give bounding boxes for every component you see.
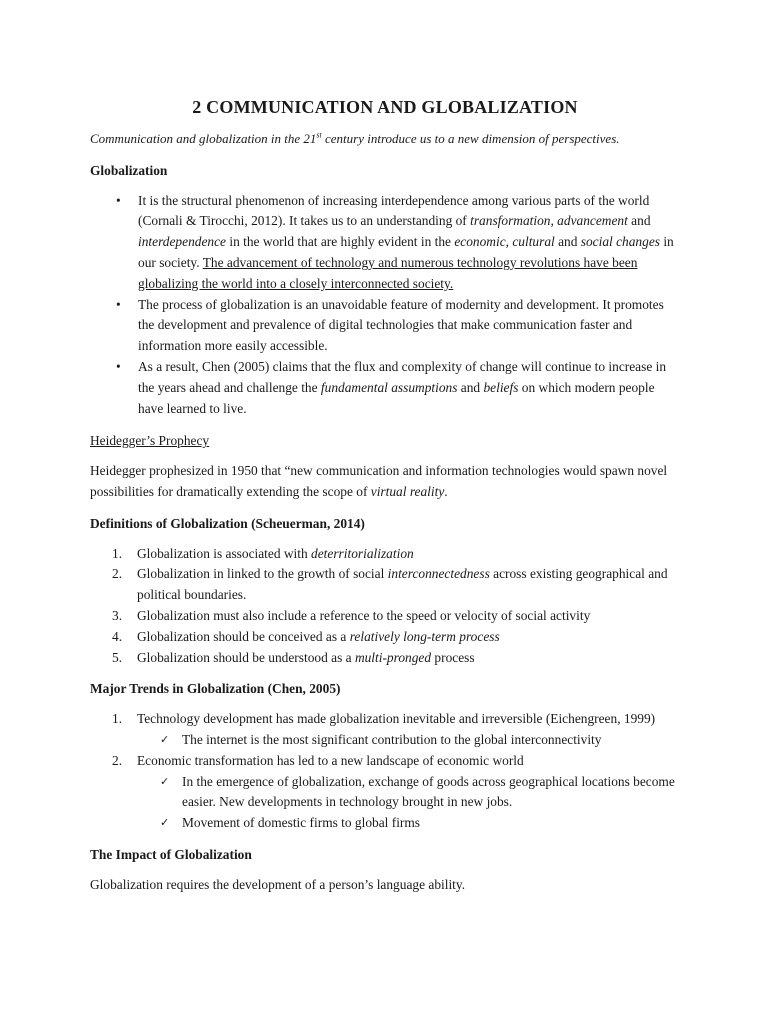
section-heading-definitions: Definitions of Globalization (Scheuerman, 2014)	[90, 515, 365, 531]
trend-item	[112, 709, 680, 751]
check-item	[160, 772, 680, 814]
impact-paragraph: Globalization requires the development of a person’s language ability.	[90, 876, 466, 892]
definition-item	[112, 606, 680, 627]
document-page	[90, 95, 680, 907]
emphasis: fundamental assumptions	[320, 379, 458, 395]
text: .	[444, 483, 448, 499]
emphasis: virtual reality	[370, 483, 445, 499]
text: process	[431, 649, 475, 665]
check-item	[160, 730, 680, 751]
text: and	[627, 213, 651, 229]
text: As a result, Chen (2005) claims that the flux and complexity of change will continue to increase in the years ahead and challenge the	[138, 358, 667, 395]
definition-item	[112, 564, 680, 606]
emphasis: beliefs	[483, 379, 519, 395]
text: and	[554, 234, 581, 250]
page-title: 2 COMMUNICATION AND GLOBALIZATION	[192, 97, 578, 117]
section-heading-trends: Major Trends in Globalization (Chen, 2005)	[90, 681, 341, 697]
bullet-icon: •	[116, 192, 121, 208]
text: across existing geographical and political boundaries.	[137, 566, 668, 603]
text: Globalization in linked to the growth of social	[137, 566, 388, 582]
trends-list	[90, 709, 680, 834]
emphasis: social changes	[580, 234, 660, 250]
emphasis: interconnectedness	[387, 566, 490, 582]
definitions-list	[90, 544, 680, 669]
subtitle-sup: st	[316, 130, 322, 140]
text: in our society.	[138, 234, 674, 270]
trend-sublist	[137, 772, 680, 834]
subtitle	[90, 129, 680, 150]
check-item	[160, 813, 680, 834]
emphasis: economic, cultural	[454, 234, 555, 250]
underlined-text: The advancement of technology and numerous technology revolutions have been globalizing the world into a closely interconnected society.	[138, 254, 638, 291]
bullet-icon: •	[116, 296, 121, 312]
list-number: 1.	[112, 545, 123, 561]
list-number: 2.	[112, 752, 123, 768]
text: Globalization is associated with	[137, 545, 312, 561]
text: on which modern people have learned to live.	[138, 379, 655, 416]
trend-item	[112, 751, 680, 834]
section-heading-impact: The Impact of Globalization	[90, 846, 252, 862]
bullet-item	[116, 191, 680, 295]
list-number: 3.	[112, 607, 123, 623]
text: In the emergence of globalization, exchange of goods across geographical locations become easier. New developments in technology brought in new jobs.	[182, 773, 675, 810]
list-number: 4.	[112, 628, 123, 644]
text: Globalization should be understood as a	[137, 649, 355, 665]
subtitle-text: Communication and globalization in the 21	[90, 131, 317, 146]
checkmark-icon: ✓	[160, 816, 170, 830]
checkmark-icon: ✓	[160, 732, 170, 746]
section-heading-globalization: Globalization	[90, 162, 168, 178]
emphasis: multi-pronged	[354, 649, 432, 665]
bullet-item	[116, 295, 680, 357]
text: in the world that are highly evident in the	[226, 234, 455, 250]
trend-sublist	[137, 730, 680, 751]
text: The process of globalization is an unavoidable feature of modernity and development. It promotes the development and prevalence of digital technologies that make communication faster and information more easily accessible.	[138, 296, 664, 354]
text: Heidegger prophesized in 1950 that “new communication and information technologies would spawn novel possibilities for dramatically extending the scope of	[90, 463, 668, 499]
globalization-bullets	[90, 191, 680, 420]
heidegger-paragraph	[90, 461, 680, 503]
bullet-icon: •	[116, 358, 121, 374]
definition-item	[112, 544, 680, 565]
text: and	[457, 379, 484, 395]
text: It is the structural phenomenon of increasing interdependence among various parts of the world (Cornali & Tirocchi, 2012). It takes us to an understanding of	[138, 192, 650, 229]
emphasis: transformation, advancement	[470, 213, 628, 229]
emphasis: relatively long-term process	[349, 628, 500, 644]
text: The internet is the most significant contribution to the global interconnectivity	[182, 731, 602, 747]
section-heading-heidegger: Heidegger’s Prophecy	[90, 433, 210, 449]
definition-item	[112, 627, 680, 648]
text: Globalization should be conceived as a	[137, 628, 350, 644]
emphasis: deterritorialization	[311, 545, 414, 561]
definition-item	[112, 648, 680, 669]
text: Technology development has made globalization inevitable and irreversible (Eichengreen, 1999)	[137, 711, 656, 727]
subtitle-text-end: century introduce us to a new dimension of perspectives.	[321, 131, 620, 146]
text: Movement of domestic firms to global firms	[182, 815, 421, 831]
list-number: 5.	[112, 649, 123, 665]
bullet-item	[116, 357, 680, 419]
list-number: 2.	[112, 566, 123, 582]
checkmark-icon: ✓	[160, 774, 170, 788]
list-number: 1.	[112, 711, 123, 727]
text: Economic transformation has led to a new landscape of economic world	[137, 752, 524, 768]
text: Globalization must also include a reference to the speed or velocity of social activity	[137, 607, 591, 623]
emphasis: interdependence	[138, 234, 226, 250]
